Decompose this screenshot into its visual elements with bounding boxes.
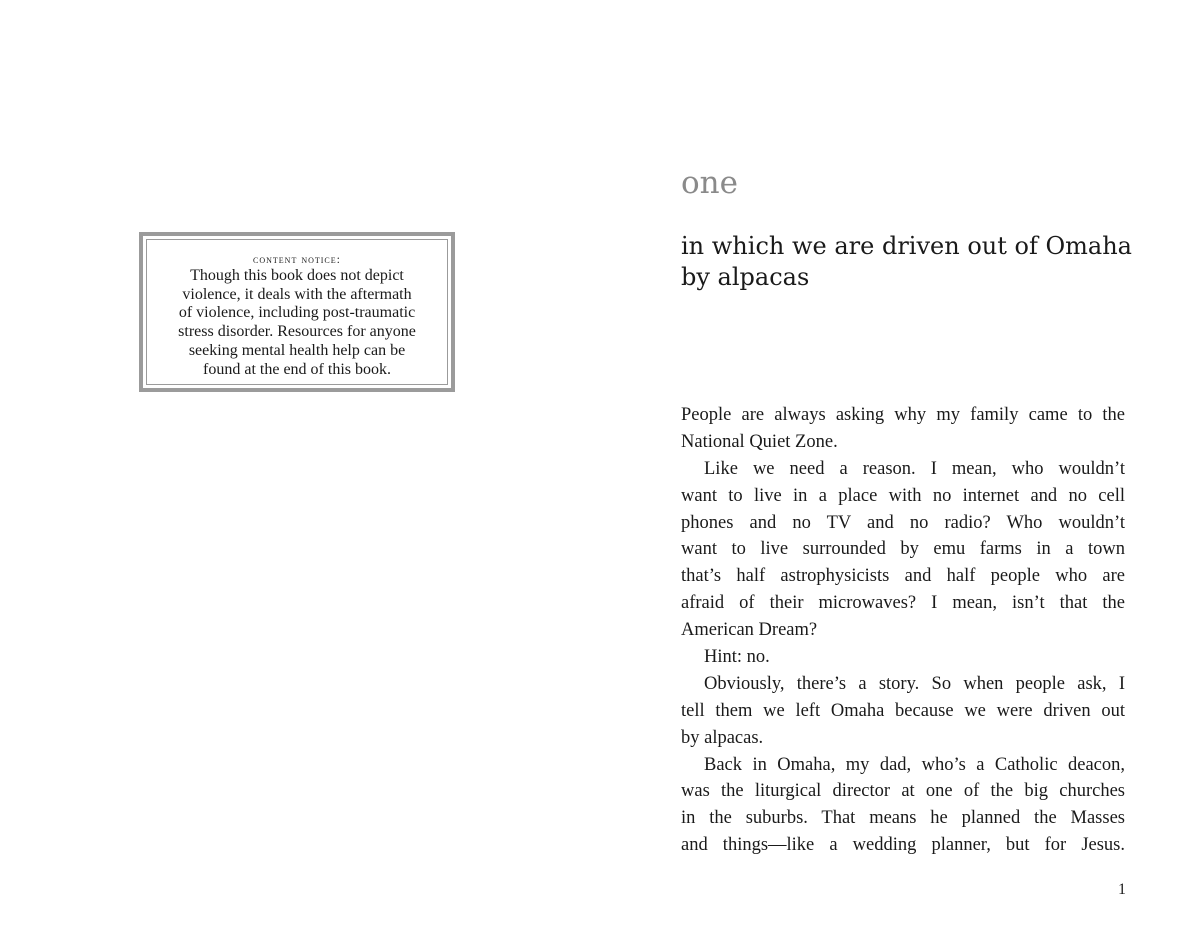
chapter-body-text [681, 402, 1125, 859]
content-notice-inner-frame [146, 239, 448, 385]
chapter-title [681, 231, 1141, 293]
body-text-line: Back in Omaha, my dad, who’s a Catholic deacon, [704, 754, 1125, 775]
content-notice-line: Though this book does not depict [190, 267, 404, 284]
content-notice-line: violence, it deals with the aftermath [182, 285, 412, 303]
chapter-title-line: by alpacas [681, 263, 810, 291]
body-text-line: and things—like a wedding planner, but for Jesus. [681, 835, 1125, 856]
body-text-line: tell them we left Omaha because we were driven out [681, 700, 1125, 721]
body-text-line: American Dream? [681, 620, 818, 641]
chapter-title-line: in which we are driven out of Omaha [681, 232, 1132, 260]
body-text-line: Like we need a reason. I mean, who wouldn’t [704, 458, 1125, 479]
content-notice-box [139, 232, 455, 392]
body-text-line: Hint: no. [704, 647, 770, 668]
chapter-number: one [681, 165, 738, 201]
body-text-line: afraid of their microwaves? I mean, isn’t that the [681, 593, 1125, 614]
body-text-line: National Quiet Zone. [681, 431, 838, 452]
content-notice-line: found at the end of this book. [203, 360, 391, 378]
body-text-line: by alpacas. [681, 727, 764, 748]
body-text-line: phones and no TV and no radio? Who wouldn’t [681, 512, 1125, 533]
body-text-line: People are always asking why my family came to the [681, 405, 1125, 425]
body-text-line: want to live surrounded by emu farms in a town [681, 539, 1125, 560]
content-notice-line: seeking mental health help can be [188, 341, 406, 359]
body-text-line: in the suburbs. That means he planned the Masses [681, 808, 1125, 829]
content-notice-heading: content notice: [253, 252, 341, 266]
body-text-line: that’s half astrophysicists and half people who are [681, 566, 1125, 587]
content-notice-line: of violence, including post-traumatic [178, 304, 416, 322]
page-number: 1 [1118, 881, 1126, 898]
body-text-line: Obviously, there’s a story. So when people ask, I [704, 673, 1125, 694]
body-text-line: was the liturgical director at one of the big churches [681, 781, 1125, 802]
body-text-line: want to live in a place with no internet and no cell [681, 485, 1125, 506]
content-notice-line: stress disorder. Resources for anyone [178, 323, 416, 341]
